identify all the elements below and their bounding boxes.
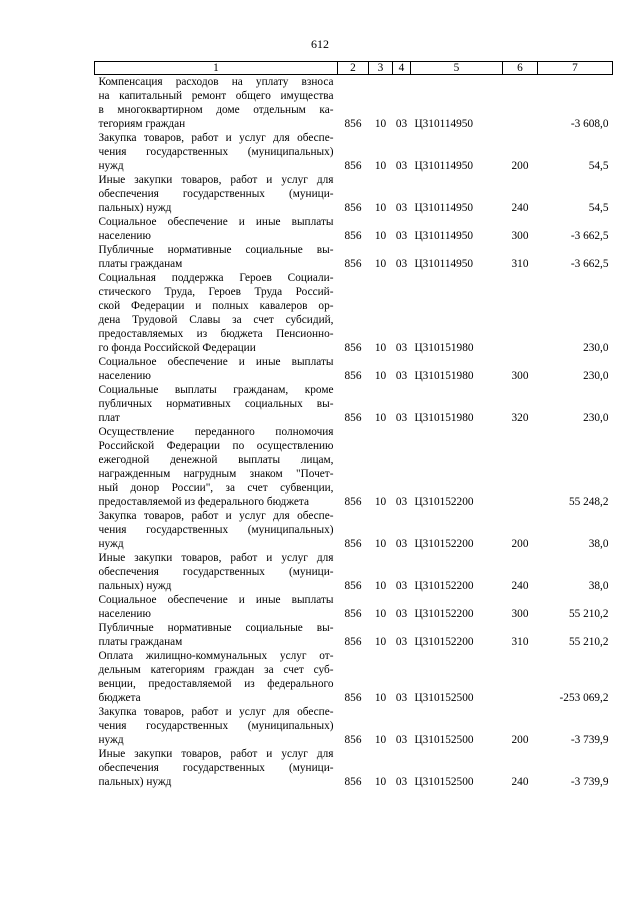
row-name-line: в многоквартирном доме отдельным ка- xyxy=(98,104,334,116)
row-pr: 03 xyxy=(395,230,408,242)
table-row xyxy=(95,649,613,705)
row-gr: 856 xyxy=(344,776,362,788)
row-vr: 310 xyxy=(511,258,529,270)
row-name-line: тегориям граждан xyxy=(98,118,186,130)
row-gr: 856 xyxy=(344,636,362,648)
row-pr: 03 xyxy=(395,776,408,788)
row-csr: Ц310152200 xyxy=(414,580,474,592)
row-vr: 240 xyxy=(511,580,529,592)
row-name-line: предоставляемых из бюджета Пенсионно- xyxy=(98,328,334,340)
table-row xyxy=(95,621,613,649)
row-name xyxy=(95,215,338,243)
row-name-line: пальных) нужд xyxy=(98,202,172,214)
row-name-line: населению xyxy=(98,230,151,242)
row-vr: 200 xyxy=(511,538,529,550)
row-name xyxy=(95,593,338,621)
row-name xyxy=(95,355,338,383)
row-name-line: Иные закупки товаров, работ и услуг для xyxy=(98,552,334,564)
table-row xyxy=(95,509,613,551)
column-header: 3 xyxy=(369,62,393,75)
row-rz: 10 xyxy=(374,342,387,354)
row-csr: Ц310114950 xyxy=(414,160,474,172)
row-sum: -3 608,0 xyxy=(570,118,609,130)
row-pr: 03 xyxy=(395,202,408,214)
row-rz: 10 xyxy=(374,118,387,130)
row-name-line: пальных) нужд xyxy=(98,580,172,592)
row-rz: 10 xyxy=(374,608,387,620)
row-sum: 55 210,2 xyxy=(568,608,609,620)
table-header-row xyxy=(95,62,613,75)
table-row xyxy=(95,705,613,747)
row-name-line: платы гражданам xyxy=(98,258,183,270)
row-gr: 856 xyxy=(344,230,362,242)
row-name-line: Социальное обеспечение и иные выплаты xyxy=(98,216,334,228)
column-header: 1 xyxy=(95,62,338,75)
column-header: 4 xyxy=(393,62,411,75)
row-name-line: чения государственных (муниципальных) xyxy=(98,720,334,732)
row-name xyxy=(95,551,338,593)
row-name-line: населению xyxy=(98,608,151,620)
row-name-line: чения государственных (муниципальных) xyxy=(98,146,334,158)
row-name-line: на капитальный ремонт общего имущества xyxy=(98,90,334,102)
row-name xyxy=(95,747,338,789)
table-row xyxy=(95,355,613,383)
row-csr: Ц310114950 xyxy=(414,258,474,270)
row-name xyxy=(95,621,338,649)
row-gr: 856 xyxy=(344,496,362,508)
row-gr: 856 xyxy=(344,342,362,354)
row-name-line: Закупка товаров, работ и услуг для обеспе- xyxy=(98,510,334,522)
row-pr: 03 xyxy=(395,608,408,620)
row-pr: 03 xyxy=(395,370,408,382)
row-name-line: Публичные нормативные социальные вы- xyxy=(98,622,334,634)
row-name-line: награжденным нагрудным знаком "Почет- xyxy=(98,468,334,480)
row-pr: 03 xyxy=(395,496,408,508)
row-pr: 03 xyxy=(395,580,408,592)
row-name-line: обеспечения государственных (муници- xyxy=(98,762,334,774)
row-name xyxy=(95,243,338,271)
table-row xyxy=(95,271,613,355)
row-csr: Ц310152500 xyxy=(414,734,474,746)
row-csr: Ц310114950 xyxy=(414,118,474,130)
row-name-line: дельным категориям граждан за счет суб- xyxy=(98,664,334,676)
row-rz: 10 xyxy=(374,230,387,242)
row-name-line: Социальное обеспечение и иные выплаты xyxy=(98,356,334,368)
table-body xyxy=(95,75,613,790)
row-gr: 856 xyxy=(344,580,362,592)
row-rz: 10 xyxy=(374,258,387,270)
row-pr: 03 xyxy=(395,342,408,354)
row-pr: 03 xyxy=(395,734,408,746)
row-name-line: платы гражданам xyxy=(98,636,183,648)
column-header: 6 xyxy=(503,62,538,75)
row-name-line: стического Труда, Героев Труда Россий- xyxy=(98,286,334,298)
row-gr: 856 xyxy=(344,734,362,746)
table-row xyxy=(95,243,613,271)
row-gr: 856 xyxy=(344,692,362,704)
row-gr: 856 xyxy=(344,258,362,270)
row-vr: 300 xyxy=(511,608,529,620)
row-vr xyxy=(503,75,538,132)
row-name-line: го фонда Российской Федерации xyxy=(98,342,256,354)
table-row xyxy=(95,131,613,173)
row-rz: 10 xyxy=(374,776,387,788)
row-name xyxy=(95,649,338,705)
row-rz: 10 xyxy=(374,370,387,382)
row-name xyxy=(95,75,338,132)
row-name-line: нужд xyxy=(98,160,124,172)
row-vr xyxy=(503,271,538,355)
row-name-line: плат xyxy=(98,412,120,424)
row-pr: 03 xyxy=(395,118,408,130)
row-sum: 54,5 xyxy=(588,160,609,172)
table-row xyxy=(95,383,613,425)
row-sum: 54,5 xyxy=(588,202,609,214)
row-name-line: Социальное обеспечение и иные выплаты xyxy=(98,594,334,606)
row-pr: 03 xyxy=(395,636,408,648)
row-vr xyxy=(503,425,538,509)
row-gr: 856 xyxy=(344,370,362,382)
row-sum: 55 248,2 xyxy=(568,496,609,508)
row-vr: 320 xyxy=(511,412,529,424)
row-name-line: публичных нормативных социальных вы- xyxy=(98,398,334,410)
budget-table xyxy=(94,61,613,789)
row-csr: Ц310114950 xyxy=(414,230,474,242)
row-csr: Ц310151980 xyxy=(414,412,474,424)
row-name-line: нужд xyxy=(98,734,124,746)
row-sum: -3 662,5 xyxy=(570,230,609,242)
row-rz: 10 xyxy=(374,538,387,550)
row-rz: 10 xyxy=(374,734,387,746)
table-row xyxy=(95,551,613,593)
row-gr: 856 xyxy=(344,608,362,620)
row-sum: -3 739,9 xyxy=(570,776,609,788)
table-row xyxy=(95,593,613,621)
row-name xyxy=(95,271,338,355)
row-name xyxy=(95,131,338,173)
row-vr: 240 xyxy=(511,202,529,214)
row-csr: Ц310152200 xyxy=(414,496,474,508)
row-gr: 856 xyxy=(344,118,362,130)
table-row xyxy=(95,215,613,243)
row-gr: 856 xyxy=(344,202,362,214)
table-row xyxy=(95,75,613,132)
row-rz: 10 xyxy=(374,496,387,508)
row-gr: 856 xyxy=(344,412,362,424)
row-sum: -253 069,2 xyxy=(559,692,609,704)
row-name-line: Социальная поддержка Героев Социали- xyxy=(98,272,334,284)
row-vr: 240 xyxy=(511,776,529,788)
row-name-line: Социальные выплаты гражданам, кроме xyxy=(98,384,334,396)
row-name-line: венции, предоставляемой из федерального xyxy=(98,678,334,690)
row-name-line: Иные закупки товаров, работ и услуг для xyxy=(98,174,334,186)
row-name xyxy=(95,173,338,215)
column-header: 7 xyxy=(538,62,613,75)
row-name-line: дена Трудовой Славы за счет субсидий, xyxy=(98,314,334,326)
table-row xyxy=(95,747,613,789)
row-vr: 200 xyxy=(511,160,529,172)
row-rz: 10 xyxy=(374,580,387,592)
row-rz: 10 xyxy=(374,636,387,648)
row-name-line: Российской Федерации по осуществлению xyxy=(98,440,334,452)
row-gr: 856 xyxy=(344,538,362,550)
row-vr: 200 xyxy=(511,734,529,746)
row-sum: 55 210,2 xyxy=(568,636,609,648)
row-vr: 310 xyxy=(511,636,529,648)
row-name-line: пальных) нужд xyxy=(98,776,172,788)
row-sum: -3 739,9 xyxy=(570,734,609,746)
row-sum: 38,0 xyxy=(588,538,609,550)
row-sum: 230,0 xyxy=(583,370,609,382)
row-name-line: ный донор России", за счет субвенции, xyxy=(98,482,334,494)
row-csr: Ц310152500 xyxy=(414,692,474,704)
row-name-line: обеспечения государственных (муници- xyxy=(98,566,334,578)
row-csr: Ц310152500 xyxy=(414,776,474,788)
row-name xyxy=(95,425,338,509)
column-header: 2 xyxy=(338,62,369,75)
row-name-line: нужд xyxy=(98,538,124,550)
row-name-line: обеспечения государственных (муници- xyxy=(98,188,334,200)
row-sum: -3 662,5 xyxy=(570,258,609,270)
row-vr: 300 xyxy=(511,370,529,382)
row-csr: Ц310152200 xyxy=(414,538,474,550)
row-name-line: Оплата жилищно-коммунальных услуг от- xyxy=(98,650,334,662)
row-sum: 230,0 xyxy=(583,342,609,354)
page-number: 612 xyxy=(311,37,329,51)
row-name xyxy=(95,383,338,425)
row-name-line: бюджета xyxy=(98,692,141,704)
row-rz: 10 xyxy=(374,412,387,424)
row-csr: Ц310152200 xyxy=(414,608,474,620)
row-name-line: предоставляемой из федерального бюджета xyxy=(98,496,310,508)
row-pr: 03 xyxy=(395,160,408,172)
row-pr: 03 xyxy=(395,258,408,270)
row-pr: 03 xyxy=(395,538,408,550)
row-name-line: чения государственных (муниципальных) xyxy=(98,524,334,536)
row-name xyxy=(95,509,338,551)
row-pr: 03 xyxy=(395,692,408,704)
row-gr: 856 xyxy=(344,160,362,172)
row-name xyxy=(95,705,338,747)
row-pr: 03 xyxy=(395,412,408,424)
row-rz: 10 xyxy=(374,692,387,704)
row-name-line: Иные закупки товаров, работ и услуг для xyxy=(98,748,334,760)
row-name-line: Компенсация расходов на уплату взноса xyxy=(98,76,334,88)
row-csr: Ц310151980 xyxy=(414,370,474,382)
row-name-line: населению xyxy=(98,370,151,382)
row-name-line: ежегодной денежной выплаты лицам, xyxy=(98,454,334,466)
column-header: 5 xyxy=(411,62,503,75)
row-name-line: Закупка товаров, работ и услуг для обеспе- xyxy=(98,132,334,144)
row-csr: Ц310114950 xyxy=(414,202,474,214)
row-rz: 10 xyxy=(374,202,387,214)
row-name-line: Публичные нормативные социальные вы- xyxy=(98,244,334,256)
table-row xyxy=(95,173,613,215)
row-vr: 300 xyxy=(511,230,529,242)
row-sum: 38,0 xyxy=(588,580,609,592)
row-csr: Ц310152200 xyxy=(414,636,474,648)
table-row xyxy=(95,425,613,509)
row-rz: 10 xyxy=(374,160,387,172)
row-name-line: ской Федерации и полных кавалеров ор- xyxy=(98,300,334,312)
row-name-line: Осуществление переданного полномочия xyxy=(98,426,334,438)
row-vr xyxy=(503,649,538,705)
row-csr: Ц310151980 xyxy=(414,342,474,354)
row-name-line: Закупка товаров, работ и услуг для обеспе- xyxy=(98,706,334,718)
row-sum: 230,0 xyxy=(583,412,609,424)
